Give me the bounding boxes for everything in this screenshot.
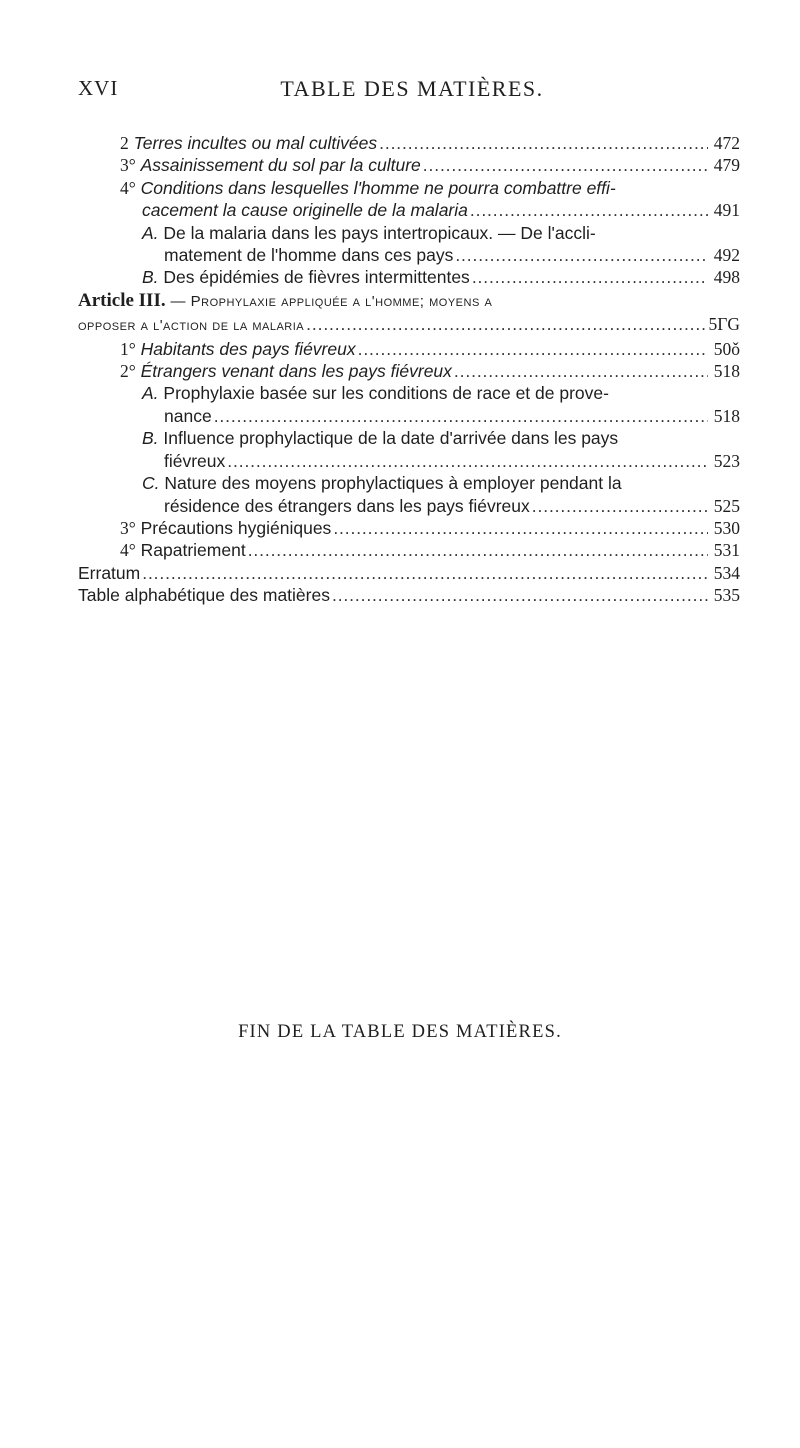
entry-page: 518 xyxy=(713,361,740,382)
dot-leader xyxy=(379,132,708,154)
entry-page: 530 xyxy=(713,517,740,538)
entry-title: Précautions hygiéniques xyxy=(140,517,332,538)
dot-leader xyxy=(470,199,708,221)
toc-entry xyxy=(78,562,740,584)
table-of-contents xyxy=(78,132,740,607)
entry-page: 531 xyxy=(713,540,740,561)
toc-entry-article xyxy=(78,289,740,338)
entry-page: 479 xyxy=(713,155,740,176)
entry-number: 4° xyxy=(120,177,136,198)
entry-title: Table alphabétique des matières xyxy=(78,585,330,606)
entry-number: 2 xyxy=(120,133,129,153)
entry-title-line2: matement de l'homme dans ces pays xyxy=(164,245,454,266)
dot-leader xyxy=(532,495,708,517)
toc-entry xyxy=(120,360,740,382)
toc-entry xyxy=(120,222,740,267)
entry-title-line2: opposer a l'action de la malaria xyxy=(78,317,305,335)
page-header xyxy=(78,76,746,106)
dot-leader xyxy=(214,405,708,427)
toc-entry xyxy=(120,382,740,427)
dot-leader xyxy=(423,154,708,176)
entry-letter: B. xyxy=(142,267,159,288)
entry-title-line1: Conditions dans lesquelles l'homme ne pourra combattre effi- xyxy=(140,177,616,198)
entry-title-line1: Prophylaxie basée sur les conditions de race et de prove- xyxy=(163,383,609,404)
entry-number: 1° xyxy=(120,338,136,359)
toc-entry xyxy=(120,154,740,176)
entry-number: 2° xyxy=(120,361,136,382)
entry-page: 472 xyxy=(713,133,740,153)
dot-leader xyxy=(455,244,708,266)
entry-title: Assainissement du sol par la culture xyxy=(140,155,421,176)
entry-number: 3° xyxy=(120,517,136,538)
toc-entry xyxy=(120,338,740,360)
entry-title-line2: résidence des étrangers dans les pays fiévreux xyxy=(164,495,530,516)
toc-entry xyxy=(120,539,740,561)
entry-letter: C. xyxy=(142,473,160,494)
dot-leader xyxy=(248,539,708,561)
dot-leader xyxy=(306,313,706,335)
entry-page: 535 xyxy=(713,585,740,606)
entry-title-line1: De la malaria dans les pays intertropicaux. — De l'accli- xyxy=(163,222,596,243)
entry-page: 5ΓG xyxy=(708,314,740,335)
entry-title: Étrangers venant dans les pays fiévreux xyxy=(140,361,452,382)
entry-letter: A. xyxy=(142,383,159,404)
running-title: TABLE DES MATIÈRES. xyxy=(280,76,544,101)
dot-leader xyxy=(454,360,708,382)
entry-title-line2: nance xyxy=(164,405,212,426)
toc-entry xyxy=(120,427,740,472)
entry-page: 523 xyxy=(713,450,740,471)
dot-leader xyxy=(142,562,708,584)
toc-entry xyxy=(120,517,740,539)
end-of-table-note: FIN DE LA TABLE DES MATIÈRES. xyxy=(238,1022,562,1042)
entry-page: 534 xyxy=(713,562,740,583)
entry-title-line1: — Prophylaxie appliquée a l'homme; moyens a xyxy=(170,292,493,310)
entry-title: Terres incultes ou mal cultivées xyxy=(133,133,378,153)
entry-page: 50ǒ xyxy=(713,338,740,359)
entry-number: 3° xyxy=(120,155,136,176)
toc-entry xyxy=(120,266,740,288)
article-label: Article III. xyxy=(78,289,166,311)
dot-leader xyxy=(332,584,708,606)
entry-page: 492 xyxy=(713,245,740,266)
toc-entry xyxy=(120,472,740,517)
entry-title: Des épidémies de fièvres intermittentes xyxy=(163,267,470,288)
dot-leader xyxy=(472,266,708,288)
entry-title: Erratum xyxy=(78,562,141,583)
toc-entry xyxy=(78,584,740,606)
entry-number: 4° xyxy=(120,540,136,561)
dot-leader xyxy=(358,338,708,360)
entry-letter: B. xyxy=(142,428,159,449)
entry-page: 491 xyxy=(713,200,740,221)
entry-title: Rapatriement xyxy=(140,540,246,561)
entry-title-line1: Influence prophylactique de la date d'arrivée dans les pays xyxy=(163,428,619,449)
entry-title: Habitants des pays fiévreux xyxy=(140,338,356,359)
entry-title-line2: fiévreux xyxy=(164,450,226,471)
dot-leader xyxy=(227,450,708,472)
entry-page: 498 xyxy=(713,267,740,288)
entry-title-line1: Nature des moyens prophylactiques à employer pendant la xyxy=(164,473,622,494)
entry-page: 518 xyxy=(713,405,740,426)
entry-letter: A. xyxy=(142,222,159,243)
entry-title-line2: cacement la cause originelle de la malaria xyxy=(142,200,468,221)
page-number: XVI xyxy=(78,76,119,100)
entry-page: 525 xyxy=(713,495,740,516)
dot-leader xyxy=(333,517,708,539)
toc-entry xyxy=(120,177,740,222)
toc-entry xyxy=(120,132,740,154)
